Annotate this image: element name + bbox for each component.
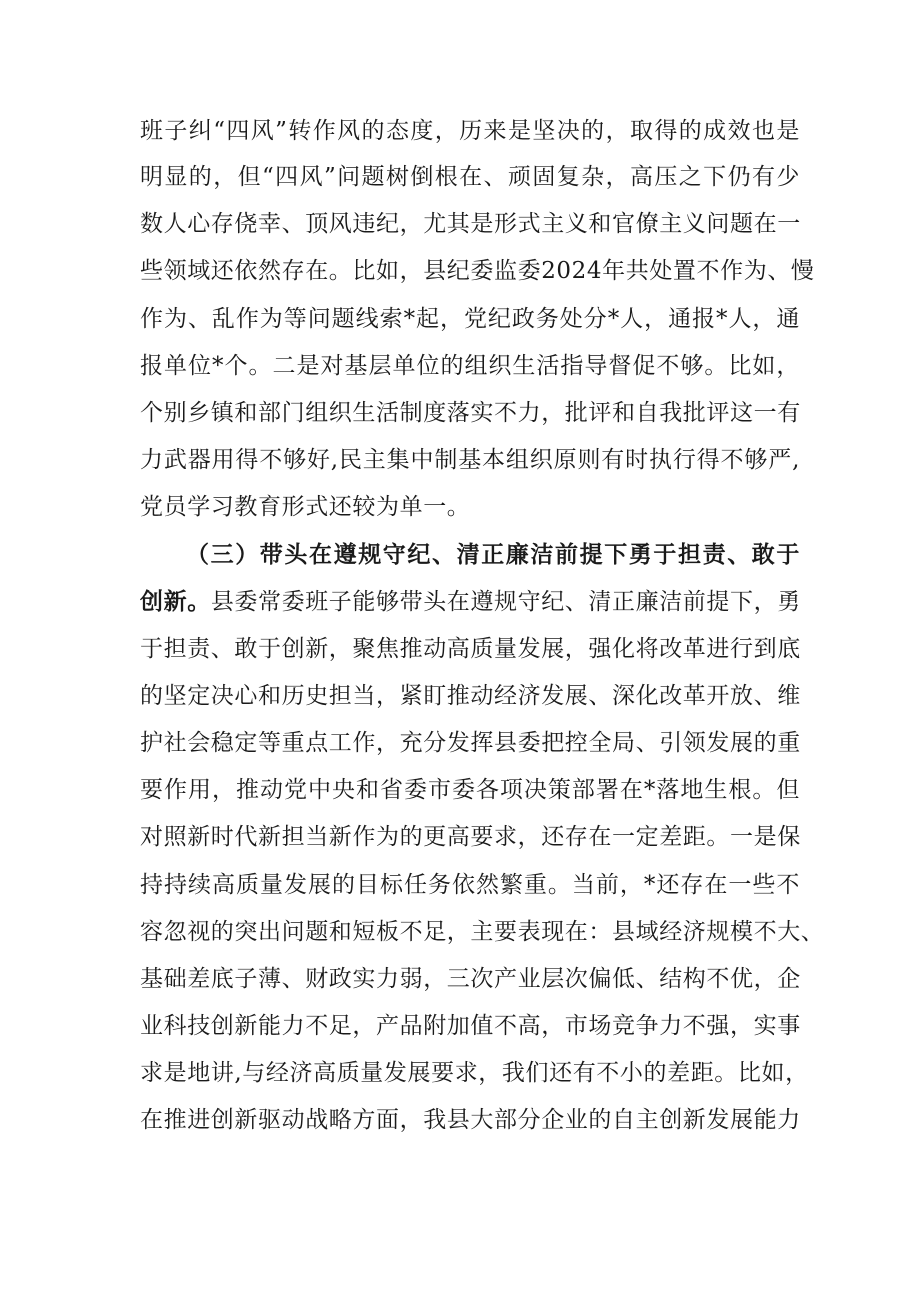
paragraph-line: 力武器用得不够好,民主集中制基本组织原则有时执行得不够严, [140,447,800,473]
paragraph-line: 护社会稳定等重点工作，充分发挥县委把控全局、引领发展的重 [140,730,801,756]
paragraph-line: 要作用，推动党中央和省委市委各项决策部署在*落地生根。但 [140,777,800,803]
paragraph-line: 业科技创新能力不足，产品附加值不高，市场竞争力不强，实事 [140,1013,801,1039]
paragraph-line: 报单位*个。二是对基层单位的组织生活指导督促不够。比如， [140,353,800,379]
paragraph-line: 明显的，但“四风”问题树倒根在、顽固复杂，高压之下仍有少 [140,164,800,190]
paragraph-line: 对照新时代新担当新作为的更高要求，还存在一定差距。一是保 [140,824,801,850]
paragraph-line: 数人心存侥幸、顶风违纪，尤其是形式主义和官僚主义问题在一 [140,211,801,237]
paragraph-line: 容忽视的突出问题和短板不足，主要表现在：县域经济规模不大、 [140,919,825,945]
section-heading: （三）带头在遵规守纪、清正廉洁前提下勇于担责、敢于 [186,541,800,568]
paragraph-line: 在推进创新驱动战略方面，我县大部分企业的自主创新发展能力 [140,1107,801,1133]
paragraph-line [140,587,800,617]
paragraph-line: 个别乡镇和部门组织生活制度落实不力，批评和自我批评这一有 [140,400,801,426]
paragraph-line: 班子纠“四风”转作风的态度，历来是坚决的，取得的成效也是 [140,118,800,144]
paragraph-line: 些领域还依然存在。比如，县纪委监委2024年共处置不作为、慢 [140,258,815,284]
paragraph-line-text: 县委常委班子能够带头在遵规守纪、清正廉洁前提下，勇 [210,589,801,615]
paragraph-line: 党员学习教育形式还较为单一。 [140,494,471,520]
paragraph-line: 于担责、敢于创新，聚焦推动高质量发展，强化将改革进行到底 [140,636,801,662]
paragraph-line: 作为、乱作为等问题线索*起，党纪政务处分*人，通报*人，通 [140,306,800,332]
paragraph-line: 的坚定决心和历史担当，紧盯推动经济发展、深化改革开放、维 [140,683,801,709]
paragraph-line: 基础差底子薄、财政实力弱，三次产业层次偏低、结构不优，企 [140,966,801,992]
paragraph-line: 求是地讲,与经济高质量发展要求，我们还有不小的差距。比如， [140,1060,809,1086]
section-heading-tail: 创新。 [140,588,211,615]
paragraph-line: 持持续高质量发展的目标任务依然繁重。当前，*还存在一些不 [140,872,800,898]
